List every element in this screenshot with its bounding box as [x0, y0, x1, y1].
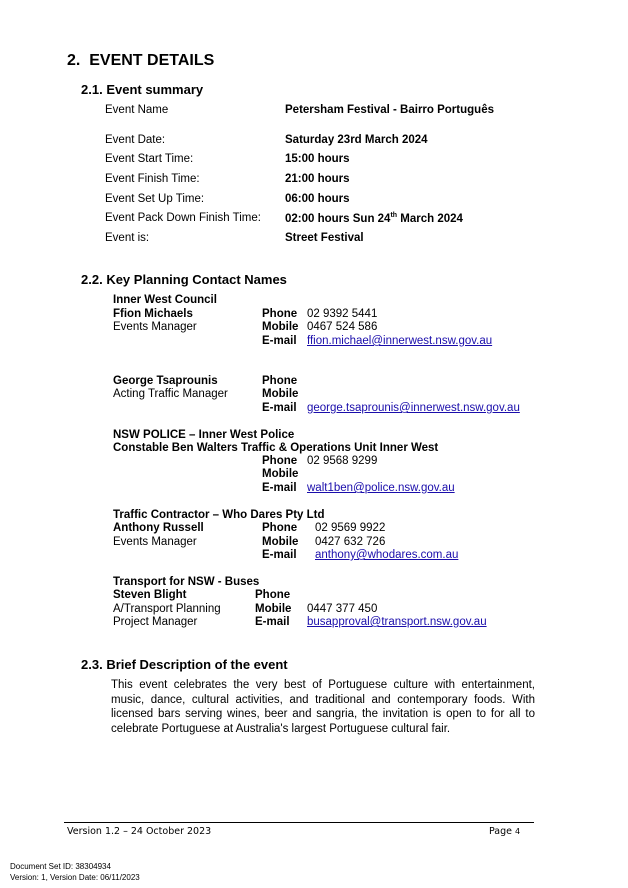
footer-page: [489, 826, 520, 837]
description-heading: [81, 657, 288, 672]
summary-value-finish-time: 21:00 hours: [285, 173, 350, 185]
summary-value-packdown-time: 02:00 hours Sun 24th March 2024: [285, 212, 463, 225]
summary-label-finish-time: Event Finish Time:: [105, 173, 200, 185]
mobile-label: Mobile: [262, 468, 299, 480]
document-set-id: Document Set ID: 38304934: [10, 862, 111, 871]
email-link[interactable]: busapproval@transport.nsw.gov.au: [307, 616, 487, 628]
contact-role: A/Transport Planning: [113, 603, 221, 615]
phone-label: Phone: [262, 308, 298, 320]
phone-value: 02 9569 9922: [315, 522, 386, 534]
contact-name: Ffion Michaels: [113, 308, 193, 320]
email-label: E-mail: [262, 549, 297, 561]
mobile-label: Mobile: [262, 536, 299, 548]
footer-version: Version 1.2 – 24 October 2023: [67, 826, 212, 837]
page-label: Page: [489, 826, 512, 837]
contact-org: Transport for NSW - Buses: [113, 576, 260, 588]
phone-label: Phone: [262, 455, 298, 467]
contact-org: Traffic Contractor – Who Dares Pty Ltd: [113, 509, 325, 521]
section-title: EVENT DETAILS: [89, 52, 215, 69]
email-link[interactable]: walt1ben@police.nsw.gov.au: [307, 482, 455, 494]
contacts-number: 2.2.: [81, 272, 103, 287]
contact-role: Events Manager: [113, 536, 197, 548]
summary-label-setup-time: Event Set Up Time:: [105, 193, 205, 205]
phone-label: Phone: [255, 589, 291, 601]
email-link[interactable]: anthony@whodares.com.au: [315, 549, 459, 561]
section-heading: [67, 52, 214, 70]
summary-label-packdown-time: Event Pack Down Finish Time:: [105, 212, 261, 224]
page-number: 4: [515, 827, 521, 836]
summary-label-event-name: Event Name: [105, 104, 169, 116]
summary-number: 2.1.: [81, 82, 103, 97]
footer-divider: [64, 822, 534, 823]
summary-value-event-name: Petersham Festival - Bairro Português: [285, 104, 494, 116]
mobile-value: 0447 377 450: [307, 603, 378, 615]
description-number: 2.3.: [81, 657, 103, 672]
contacts-title: Key Planning Contact Names: [106, 272, 287, 287]
mobile-value: 0427 632 726: [315, 536, 386, 548]
summary-value-setup-time: 06:00 hours: [285, 193, 350, 205]
contact-name: Anthony Russell: [113, 522, 204, 534]
summary-value-event-date: Saturday 23rd March 2024: [285, 134, 428, 146]
phone-value: 02 9392 5441: [307, 308, 378, 320]
email-label: E-mail: [262, 402, 297, 414]
mobile-value: 0467 524 586: [307, 321, 378, 333]
summary-label-event-is: Event is:: [105, 232, 150, 244]
contact-role: Project Manager: [113, 616, 198, 628]
email-label: E-mail: [262, 335, 297, 347]
phone-value: 02 9568 9299: [307, 455, 378, 467]
phone-label: Phone: [262, 522, 298, 534]
summary-label-event-date: Event Date:: [105, 134, 166, 146]
email-label: E-mail: [255, 616, 290, 628]
summary-heading: [81, 82, 203, 97]
email-label: E-mail: [262, 482, 297, 494]
mobile-label: Mobile: [262, 388, 299, 400]
contact-org: Inner West Council: [113, 294, 217, 306]
summary-label-start-time: Event Start Time:: [105, 153, 194, 165]
email-link[interactable]: george.tsaprounis@innerwest.nsw.gov.au: [307, 402, 520, 414]
description-paragraph: This event celebrates the very best of Portuguese culture with entertainment, music, dance, cultural activities, and traditional and contemporary foods. With licensed bars serving wines, beer and sangria, the invitation is open to for all to celebrate Portuguese at Australia's largest Portuguese cultural fair.: [111, 679, 535, 735]
description-title: Brief Description of the event: [106, 657, 288, 672]
mobile-label: Mobile: [255, 603, 292, 615]
contact-org: NSW POLICE – Inner West Police: [113, 429, 295, 441]
section-number: 2.: [67, 52, 81, 69]
contacts-heading: [81, 272, 287, 287]
contact-name: Constable Ben Walters Traffic & Operations Unit Inner West: [113, 442, 439, 454]
email-link[interactable]: ffion.michael@innerwest.nsw.gov.au: [307, 335, 493, 347]
contact-role: Acting Traffic Manager: [113, 388, 228, 400]
summary-value-start-time: 15:00 hours: [285, 153, 350, 165]
mobile-label: Mobile: [262, 321, 299, 333]
contact-name: George Tsaprounis: [113, 375, 218, 387]
contact-role: Events Manager: [113, 321, 197, 333]
version-date: Version: 1, Version Date: 06/11/2023: [10, 873, 140, 882]
phone-label: Phone: [262, 375, 298, 387]
summary-value-event-is: Street Festival: [285, 232, 364, 244]
summary-title: Event summary: [106, 82, 204, 97]
contact-name: Steven Blight: [113, 589, 187, 601]
